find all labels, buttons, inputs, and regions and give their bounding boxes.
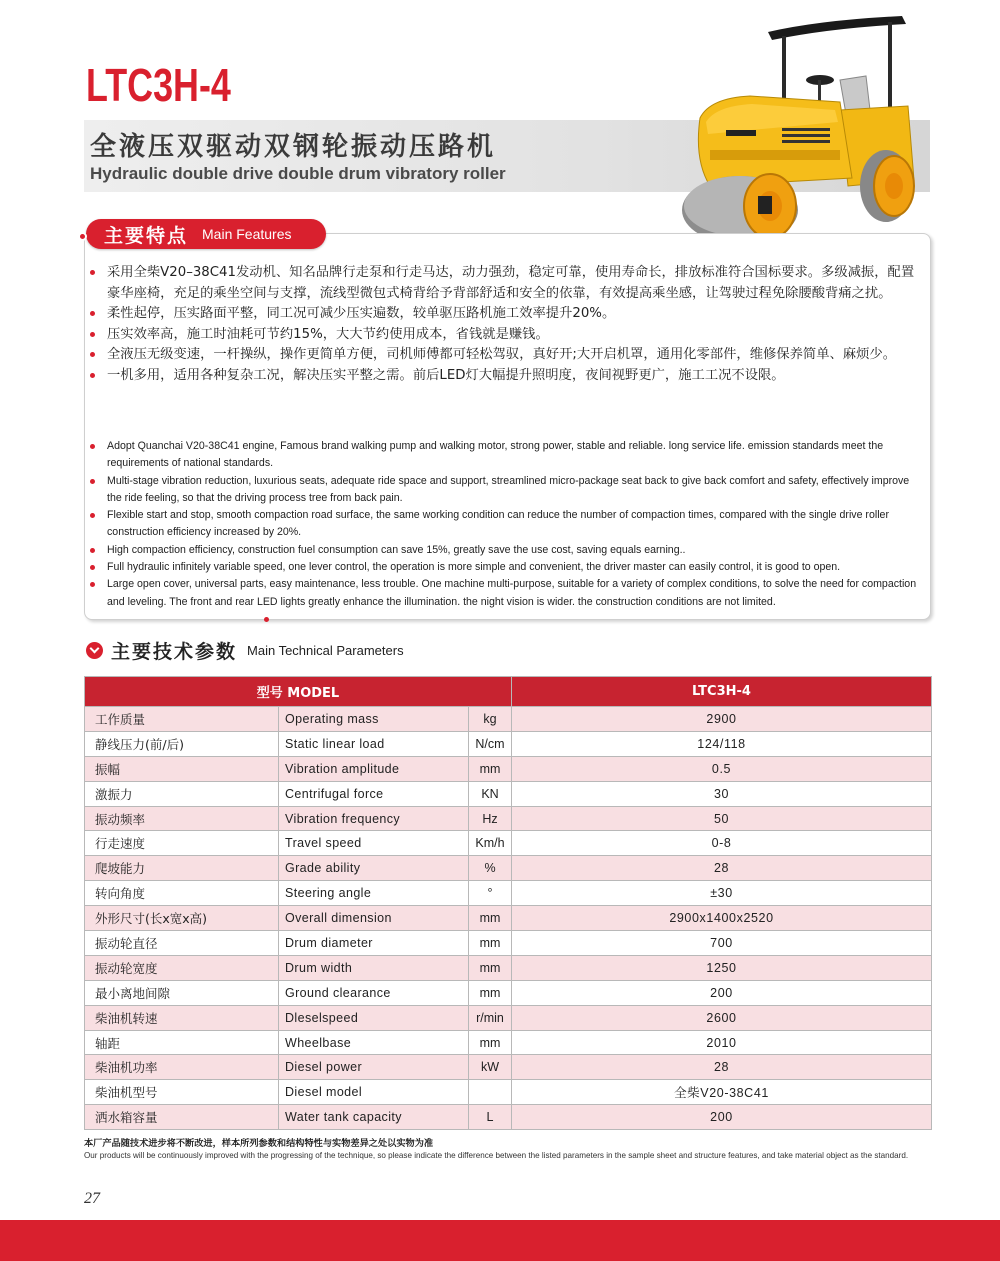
param-name-cn: 柴油机转速 xyxy=(85,1005,279,1030)
feature-cn-item: 压实效率高，施工时油耗可节约15%，大大节约使用成本，省钱就是赚钱。 xyxy=(90,325,925,346)
param-name-en: Vibration amplitude xyxy=(279,756,469,781)
param-name-en: Steering angle xyxy=(279,881,469,906)
disclaimer-en: Our products will be continuously improved with the progressing of the technique, so please indicate the difference between the listed parameters in the sample sheet and structure features, and take material object as the standard. xyxy=(84,1151,909,1160)
table-row xyxy=(85,1105,932,1130)
param-unit: mm xyxy=(469,756,512,781)
param-unit: KN xyxy=(469,781,512,806)
param-name-cn: 洒水箱容量 xyxy=(85,1105,279,1130)
table-row xyxy=(85,881,932,906)
param-unit: N/cm xyxy=(469,731,512,756)
param-name-en: Travel speed xyxy=(279,831,469,856)
feature-cn-item: 全液压无级变速，一杆操纵，操作更简单方便，司机师傅都可轻松驾驭，真好开;大开启机罩，通用化零部件，维修保养简单、麻烦少。 xyxy=(90,345,925,366)
param-name-en: Overall dimension xyxy=(279,906,469,931)
param-unit: mm xyxy=(469,931,512,956)
feature-en-item: Adopt Quanchai V20-38C41 engine, Famous brand walking pump and walking motor, strong power, stable and reliable. long service life. emission standards meet the requirements of national standards. xyxy=(90,438,925,473)
feature-en-item: Flexible start and stop, smooth compaction road surface, the same working condition can reduce the number of compaction times, compared with the single drive roller construction efficiency increased by 20%. xyxy=(90,507,925,542)
param-name-cn: 最小离地间隙 xyxy=(85,980,279,1005)
specs-table xyxy=(84,676,932,1130)
page-number: 27 xyxy=(84,1190,100,1207)
param-unit: mm xyxy=(469,955,512,980)
params-heading-cn: 主要技术参数 xyxy=(111,641,238,663)
param-value: 0.5 xyxy=(512,756,932,781)
table-row xyxy=(85,1030,932,1055)
param-name-en: Ground clearance xyxy=(279,980,469,1005)
feature-en-item: Multi-stage vibration reduction, luxurious seats, adequate ride space and support, streamlined micro-package seat back to give back comfort and safety, effectively improve the ride feeling, so that the driving process tree from back pain. xyxy=(90,473,925,508)
table-row xyxy=(85,931,932,956)
param-name-cn: 外形尺寸(长x宽x高) xyxy=(85,906,279,931)
param-name-cn: 振动轮宽度 xyxy=(85,955,279,980)
param-name-en: Static linear load xyxy=(279,731,469,756)
param-name-cn: 柴油机功率 xyxy=(85,1055,279,1080)
features-list-cn xyxy=(90,263,925,386)
product-title-cn: 全液压双驱动双钢轮振动压路机 xyxy=(90,132,497,162)
param-unit: mm xyxy=(469,1030,512,1055)
param-unit: Hz xyxy=(469,806,512,831)
product-title-en: Hydraulic double drive double drum vibratory roller xyxy=(90,164,506,183)
param-unit: ° xyxy=(469,881,512,906)
param-unit: kg xyxy=(469,707,512,732)
features-tab xyxy=(86,219,326,249)
header-model-cell: 型号 MODEL xyxy=(85,677,512,707)
param-name-en: Diesel model xyxy=(279,1080,469,1105)
param-unit: kW xyxy=(469,1055,512,1080)
param-value: 50 xyxy=(512,806,932,831)
param-name-en: Operating mass xyxy=(279,707,469,732)
disclaimer-cn: 本厂产品随技术进步将不断改进，样本所列参数和结构特性与实物差异之处以实物为准 xyxy=(84,1138,434,1149)
features-list-en xyxy=(90,438,925,611)
param-value: 2900x1400x2520 xyxy=(512,906,932,931)
param-name-en: Centrifugal force xyxy=(279,781,469,806)
table-row xyxy=(85,831,932,856)
param-unit: mm xyxy=(469,980,512,1005)
param-name-cn: 静线压力(前/后) xyxy=(85,731,279,756)
param-value: 0-8 xyxy=(512,831,932,856)
param-value: 700 xyxy=(512,931,932,956)
param-value: 30 xyxy=(512,781,932,806)
feature-cn-item: 一机多用，适用各种复杂工况，解决压实平整之需。前后LED灯大幅提升照明度，夜间视野更广，施工工况不设限。 xyxy=(90,366,925,387)
model-title: LTC3H-4 xyxy=(86,59,231,111)
param-value: 2010 xyxy=(512,1030,932,1055)
param-value: 1250 xyxy=(512,955,932,980)
param-name-cn: 工作质量 xyxy=(85,707,279,732)
param-value: 28 xyxy=(512,1055,932,1080)
param-name-en: Water tank capacity xyxy=(279,1105,469,1130)
param-value: 全柴V20-38C41 xyxy=(512,1080,932,1105)
chevron-down-icon xyxy=(86,642,103,659)
param-value: 2600 xyxy=(512,1005,932,1030)
table-row xyxy=(85,856,932,881)
params-heading-en: Main Technical Parameters xyxy=(247,643,404,658)
param-name-en: Drum width xyxy=(279,955,469,980)
param-unit: r/min xyxy=(469,1005,512,1030)
specs-header-row xyxy=(85,677,932,707)
feature-en-item: High compaction efficiency, construction fuel consumption can save 15%, greatly save the use cost, saving equals earning.. xyxy=(90,542,925,559)
features-tab-cn: 主要特点 xyxy=(104,224,189,247)
param-name-cn: 振动轮直径 xyxy=(85,931,279,956)
features-tab-en: Main Features xyxy=(202,226,292,242)
table-row xyxy=(85,1055,932,1080)
table-row xyxy=(85,731,932,756)
road-roller-illustration xyxy=(670,10,940,250)
table-row xyxy=(85,1005,932,1030)
table-row xyxy=(85,955,932,980)
param-unit: mm xyxy=(469,906,512,931)
param-value: 28 xyxy=(512,856,932,881)
tab-dot-icon xyxy=(78,232,87,241)
table-row xyxy=(85,1080,932,1105)
table-row xyxy=(85,756,932,781)
param-name-cn: 激振力 xyxy=(85,781,279,806)
param-name-cn: 行走速度 xyxy=(85,831,279,856)
feature-en-item: Full hydraulic infinitely variable speed, one lever control, the operation is more simple and convenient, the driver master can easily control, it is good to open. xyxy=(90,559,925,576)
param-name-en: Vibration frequency xyxy=(279,806,469,831)
param-name-en: Grade ability xyxy=(279,856,469,881)
specs-body xyxy=(85,707,932,1130)
feature-cn-item: 采用全柴V20–38C41发动机、知名品牌行走泵和行走马达，动力强劲，稳定可靠，使用寿命长，排放标准符合国标要求。多级减振，配置豪华座椅，充足的乘坐空间与支撑，流线型微包式椅背给予背部舒适和安全的依靠，有效提高乘坐感，让驾驶过程免除腰酸背痛之扰。 xyxy=(90,263,925,304)
param-name-en: Diesel power xyxy=(279,1055,469,1080)
table-row xyxy=(85,781,932,806)
param-name-cn: 爬坡能力 xyxy=(85,856,279,881)
params-heading xyxy=(86,637,404,664)
param-value: 200 xyxy=(512,1105,932,1130)
param-value: 200 xyxy=(512,980,932,1005)
param-name-cn: 振动频率 xyxy=(85,806,279,831)
table-row xyxy=(85,707,932,732)
param-value: 2900 xyxy=(512,707,932,732)
feature-cn-item: 柔性起停，压实路面平整，同工况可减少压实遍数，较单驱压路机施工效率提升20%。 xyxy=(90,304,925,325)
param-value: 124/118 xyxy=(512,731,932,756)
bottom-bar xyxy=(0,1220,1000,1261)
param-unit xyxy=(469,1080,512,1105)
param-name-en: Dleselspeed xyxy=(279,1005,469,1030)
param-unit: % xyxy=(469,856,512,881)
feature-en-item: Large open cover, universal parts, easy maintenance, less trouble. One machine multi-purpose, suitable for a variety of complex conditions, to solve the need for compaction and leveling. The front and rear LED lights greatly enhance the illumination. the night vision is wider. the construction conditions are not limited. xyxy=(90,576,925,611)
param-name-en: Wheelbase xyxy=(279,1030,469,1055)
param-name-cn: 振幅 xyxy=(85,756,279,781)
header-value-cell: LTC3H-4 xyxy=(512,677,932,707)
table-row xyxy=(85,980,932,1005)
panel-end-dot-icon xyxy=(264,617,269,622)
param-unit: Km/h xyxy=(469,831,512,856)
param-name-cn: 轴距 xyxy=(85,1030,279,1055)
param-name-cn: 柴油机型号 xyxy=(85,1080,279,1105)
param-name-en: Drum diameter xyxy=(279,931,469,956)
table-row xyxy=(85,806,932,831)
table-row xyxy=(85,906,932,931)
param-name-cn: 转向角度 xyxy=(85,881,279,906)
param-value: ±30 xyxy=(512,881,932,906)
param-unit: L xyxy=(469,1105,512,1130)
